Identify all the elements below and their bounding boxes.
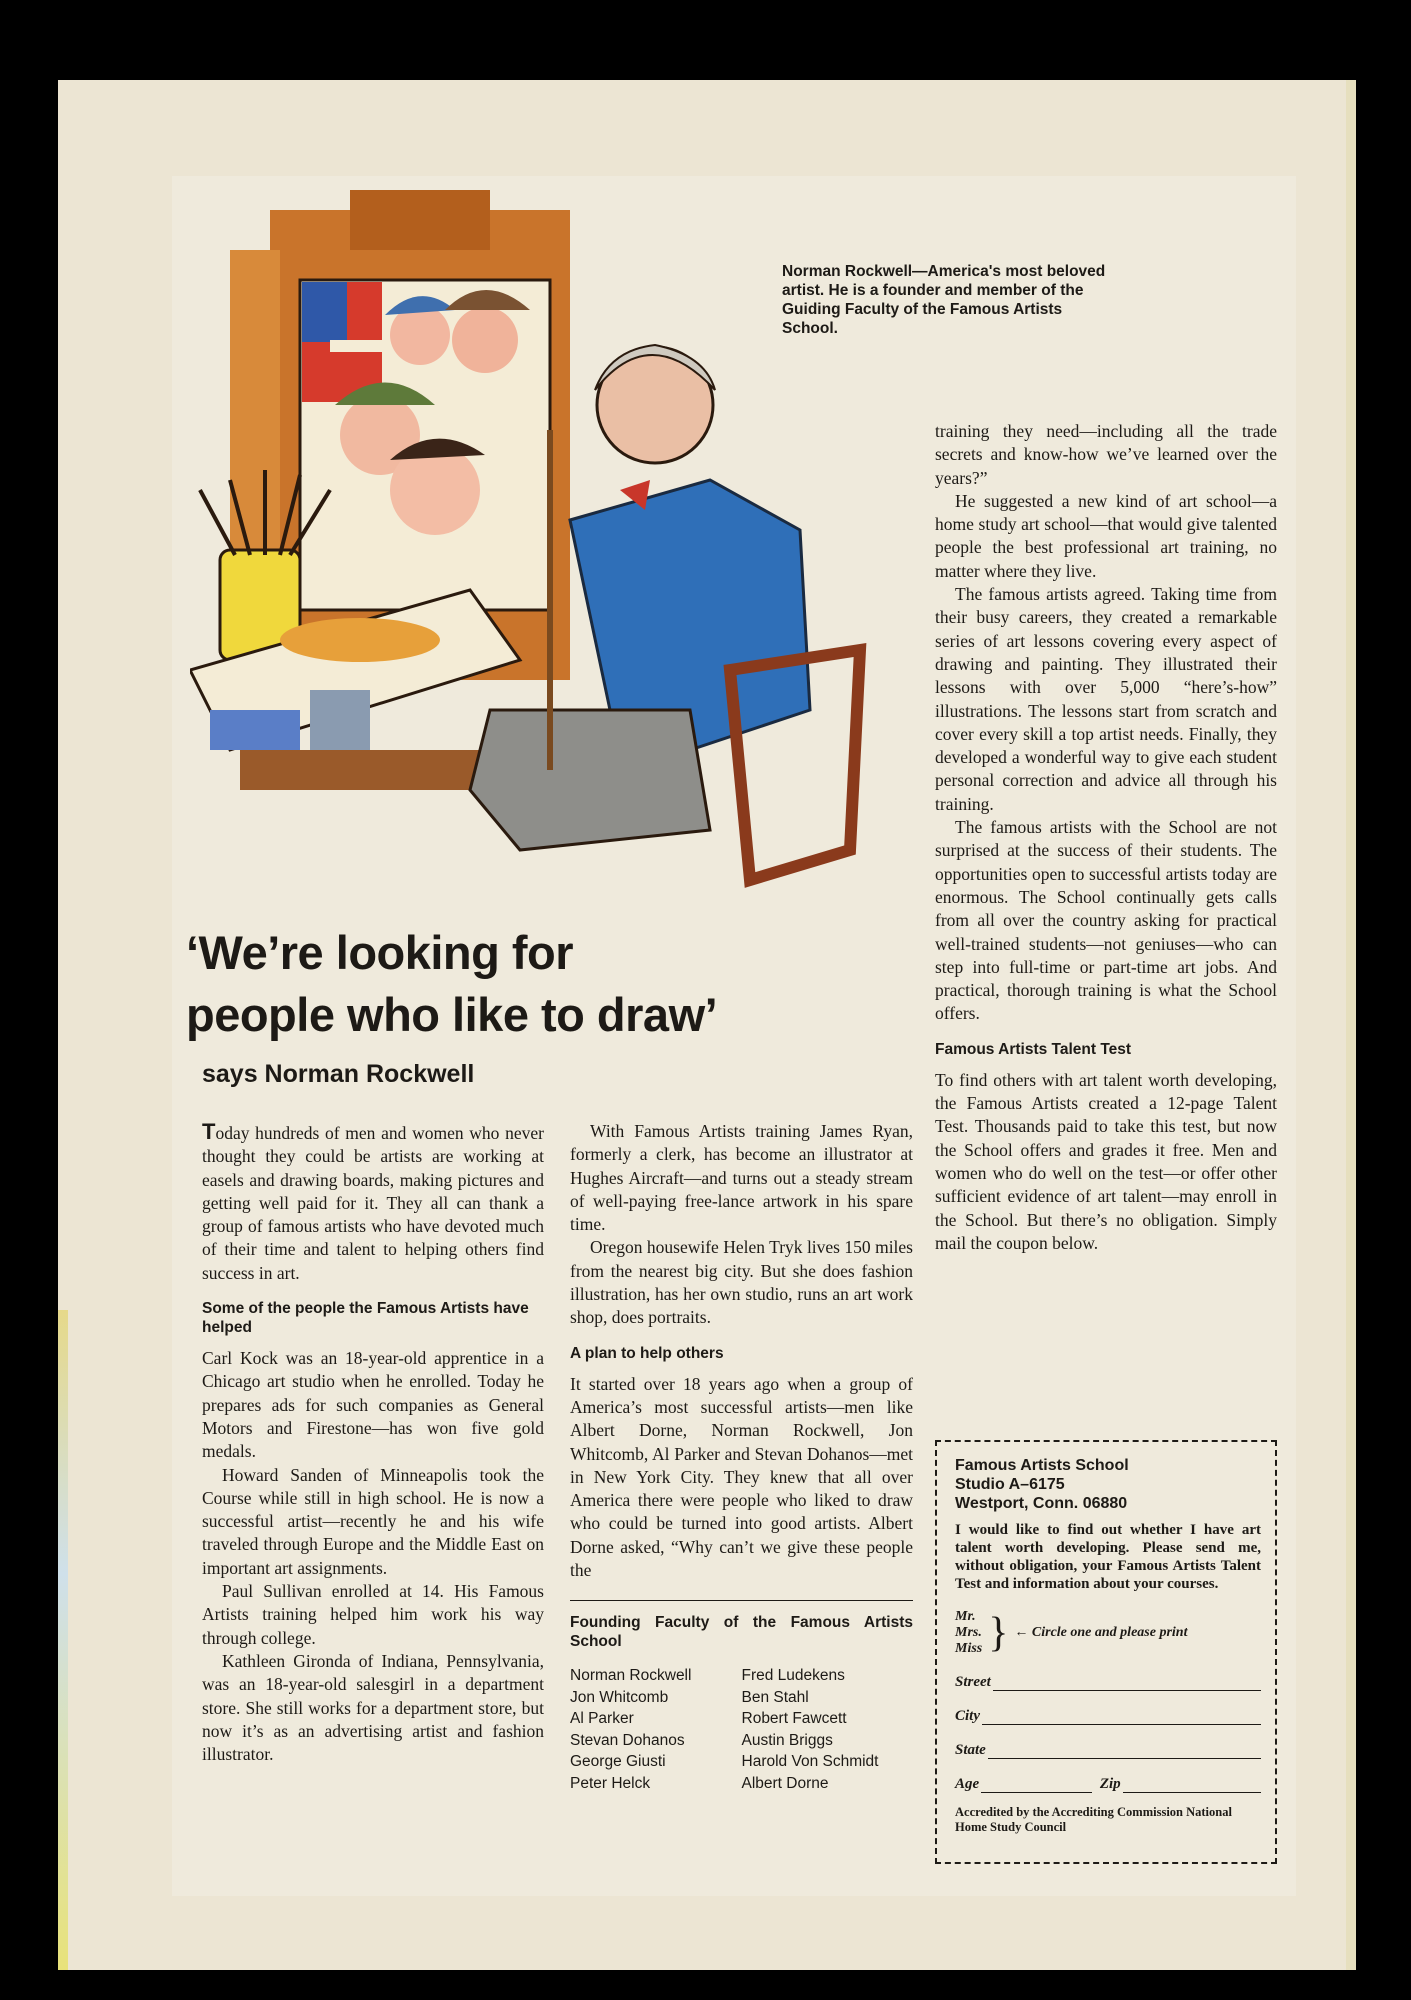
faculty-member: Robert Fawcett: [741, 1710, 847, 1728]
headline: [186, 922, 906, 1046]
faculty-member: Ben Stahl: [741, 1688, 809, 1706]
faculty-member: Austin Briggs: [741, 1731, 833, 1749]
state-field[interactable]: [955, 1742, 1261, 1759]
page-edge: [1346, 80, 1356, 1970]
coupon-school-name: Famous Artists School: [955, 1457, 1129, 1474]
easel-top: [350, 190, 490, 250]
faculty-member: Albert Dorne: [741, 1774, 829, 1792]
column-3: [935, 420, 1277, 1255]
faculty-member: George Giusti: [570, 1753, 666, 1771]
section-heading-talent-test: Famous Artists Talent Test: [935, 1040, 1132, 1058]
title-option-miss[interactable]: Miss: [955, 1641, 983, 1656]
city-line[interactable]: [982, 1712, 1261, 1725]
accreditation-note: Accredited by the Accrediting Commission National Home Study Council: [955, 1805, 1232, 1834]
paragraph-lessons: The famous artists agreed. Taking time from their busy careers, they created a remarkable series of art lessons covering every aspect of drawing and painting. They illustrated their lessons with over 5,000 “here’s-how” illustrations. The lessons start from scratch and cover every skill a top artist needs. Finally, they developed a wonderful way to give each student personal correction and advice all through his training.: [935, 584, 1277, 814]
title-option-mrs[interactable]: Mrs.: [955, 1625, 982, 1640]
illustration-caption: Norman Rockwell—America's most beloved artist. He is a founder and member of the Guiding Faculty of the Famous Artists School.: [782, 263, 1106, 337]
brace-glyph: }: [988, 1610, 1009, 1656]
faculty-member: Fred Ludekens: [741, 1667, 845, 1685]
faculty-member: Harold Von Schmidt: [741, 1753, 879, 1771]
faculty-list: [570, 1665, 913, 1794]
faculty-member: Al Parker: [570, 1710, 634, 1728]
paragraph-talent-test: To find others with art talent worth developing, the Famous Artists created a 12-page Talent Test. Thousands paid to take this test, but now the School offers and grades it free. Men and women who do well on the test—or offer other sufficient evidence of art talent—may enroll in the School. But there’s no obligation. Simply mail the coupon below.: [935, 1069, 1277, 1253]
paragraph-howard-sanden: Howard Sanden of Minneapolis took the Course while still in high school. He is now a successful artist—recently he and his wife traveled through Europe and the Middle East on important art assignments.: [202, 1464, 544, 1578]
state-label: State: [955, 1742, 986, 1758]
faculty-list-left: [570, 1665, 742, 1794]
street-line[interactable]: [993, 1678, 1261, 1691]
coupon-instruction: ← Circle one and please print: [1014, 1625, 1188, 1640]
zip-label: Zip: [1099, 1776, 1121, 1792]
coupon-city: Westport, Conn. 06880: [955, 1495, 1128, 1512]
column-2: [570, 1120, 913, 1794]
subheadline: says Norman Rockwell: [202, 1060, 475, 1088]
drop-cap: T: [202, 1119, 216, 1144]
headline-line-1: ‘We’re looking for: [186, 926, 574, 979]
paint-jars: [310, 690, 370, 750]
paragraph-paul-sullivan: Paul Sullivan enrolled at 14. His Famous Artists training helped him work his way through college.: [202, 1581, 544, 1648]
paragraph-success: The famous artists with the School are not surprised at the success of their students. The opportunities open to successful artists today are enormous. The School continually gets calls from all over the country asking for practical well-trained students—not geniuses—who can step into full-time or part-time art jobs. And practical, thorough training is what the School offers.: [935, 817, 1277, 1024]
faculty-member: Peter Helck: [570, 1774, 651, 1792]
coupon-request-text: I would like to find out whether I have art talent worth developing. Please send me, without obligation, your Famous Artists Talent Test and information about your courses.: [955, 1522, 1261, 1592]
faculty-member: Jon Whitcomb: [570, 1688, 669, 1706]
paint-palette: [280, 618, 440, 662]
coupon-title-row[interactable]: [955, 1609, 1261, 1657]
city-label: City: [955, 1708, 980, 1724]
scout-face: [452, 307, 518, 373]
paragraph-helen-tryk: Oregon housewife Helen Tryk lives 150 miles from the nearest big city. But she does fashion illustration, has her own studio, runs an art work shop, does portraits.: [570, 1237, 913, 1328]
section-heading-people-helped: Some of the people the Famous Artists have helped: [202, 1300, 529, 1337]
street-label: Street: [955, 1674, 991, 1690]
coupon-address: [955, 1456, 1261, 1513]
paragraph-plan: It started over 18 years ago when a group of America’s most successful artists—men like Albert Dorne, Norman Rockwell, Jon Whitcomb, Al Parker and Stevan Dohanos—met in New York City. They knew that all over America there were people who liked to draw who could be turned into good artists. Albert Dorne asked, “Why can’t we give these people the: [570, 1373, 913, 1581]
age-zip-row[interactable]: [955, 1776, 1261, 1793]
title-option-mr[interactable]: Mr.: [955, 1609, 976, 1624]
faculty-member: Stevan Dohanos: [570, 1731, 685, 1749]
headline-line-2: people who like to draw’: [186, 988, 718, 1041]
paragraph-continued: training they need—including all the trade secrets and know-how we’ve learned over the years?”: [935, 421, 1277, 488]
faculty-title: Founding Faculty of the Famous Artists School: [570, 1614, 913, 1651]
age-label: Age: [955, 1776, 980, 1792]
flag-stripe: [330, 340, 382, 352]
street-field[interactable]: [955, 1674, 1261, 1691]
faculty-member: Norman Rockwell: [570, 1667, 692, 1685]
intro-paragraph: [202, 1120, 544, 1285]
age-line[interactable]: [981, 1780, 1092, 1793]
paragraph-carl-kock: Carl Kock was an 18-year-old apprentice in a Chicago art studio when he enrolled. Today he prepares ads for such companies as General Motors and Firestone—has won five gold medals.: [202, 1348, 544, 1462]
city-field[interactable]: [955, 1708, 1261, 1725]
coupon-title-options[interactable]: [955, 1609, 982, 1657]
state-line[interactable]: [988, 1746, 1261, 1759]
zip-line[interactable]: [1123, 1780, 1261, 1793]
artist-trousers: [470, 710, 710, 850]
divider: [570, 1600, 913, 1601]
faculty-list-right: [742, 1665, 914, 1794]
scan-color-strip: [58, 1310, 68, 1970]
paragraph-home-study: He suggested a new kind of art school—a home study art school—that would give talented people the best professional art training, no matter where they live.: [935, 490, 1277, 581]
paragraph-kathleen-gironda: Kathleen Gironda of Indiana, Pennsylvania, was an 18-year-old salesgirl in a department store. She still works for a department store, but now it’s as an advertising artist and fashion illustrator.: [202, 1650, 544, 1765]
coupon-studio: Studio A–6175: [955, 1476, 1065, 1493]
column-1: [202, 1120, 544, 1766]
mail-coupon: [935, 1440, 1277, 1864]
section-heading-plan: A plan to help others: [570, 1344, 724, 1362]
intro-text: oday hundreds of men and women who never thought they could be artists are working at easels and drawing boards, making pictures and getting well paid for it. They all can thank a group of famous artists who have devoted much of their time and talent to helping others find success in art.: [202, 1123, 544, 1283]
paragraph-james-ryan: With Famous Artists training James Ryan, formerly a clerk, has become an illustrator at Hughes Aircraft—and turns out a steady stream of well-paying free-lance artwork in his spare time.: [570, 1121, 913, 1235]
flag-blue: [302, 282, 347, 342]
paint-tubes: [210, 710, 300, 750]
